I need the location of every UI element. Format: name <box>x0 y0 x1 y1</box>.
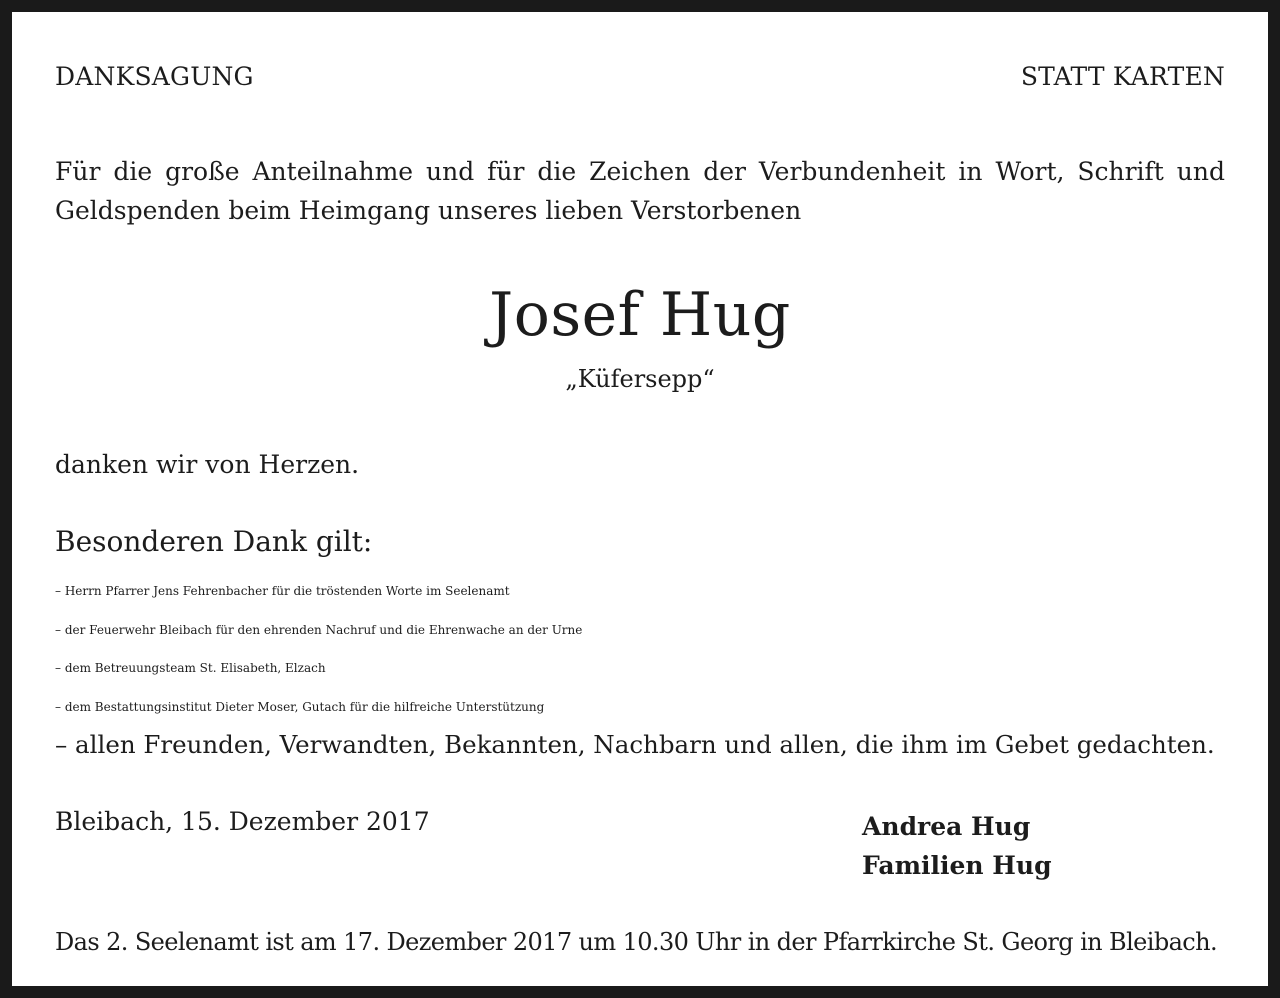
obituary-notice <box>12 12 1268 986</box>
intro-line: Geldspenden beim Heimgang unseres lieben Verstorbenen <box>55 196 802 225</box>
notice-subtitle-label: STATT KARTEN <box>1020 62 1225 91</box>
list-item: – der Feuerwehr Bleibach für den ehrenden Nachruf und die Ehrenwache an der Urne <box>55 622 583 637</box>
special-thanks-heading: Besonderen Dank gilt: <box>55 525 373 558</box>
list-item: – allen Freunden, Verwandten, Bekannten, Nachbarn und allen, die ihm im Gebet gedachten. <box>55 730 1215 759</box>
list-item: – dem Bestattungsinstitut Dieter Moser, Gutach für die hilfreiche Unterstützung <box>55 699 545 714</box>
memorial-service-note: Das 2. Seelenamt ist am 17. Dezember 2017 um 10.30 Uhr in der Pfarrkirche St. Georg in Bleibach. <box>55 928 1218 956</box>
deceased-name: Josef Hug <box>489 280 791 350</box>
special-thanks-list <box>55 572 1215 765</box>
intro-line: Für die große Anteilnahme und für die Zeichen der Verbundenheit in Wort, Schrift und <box>55 157 1225 186</box>
list-item: – Herrn Pfarrer Jens Fehrenbacher für die tröstenden Worte im Seelenamt <box>55 584 510 598</box>
place-date: Bleibach, 15. Dezember 2017 <box>55 807 430 836</box>
list-item: – dem Betreuungsteam St. Elisabeth, Elzach <box>55 661 326 675</box>
deceased-nickname: „Küfersepp“ <box>565 365 715 393</box>
signatory-name: Andrea Hug <box>862 812 1031 841</box>
thanks-line: danken wir von Herzen. <box>55 450 360 479</box>
signatory-name: Familien Hug <box>862 851 1052 880</box>
intro-paragraph <box>55 152 1225 230</box>
notice-type-label: DANKSAGUNG <box>55 62 254 91</box>
signatories <box>862 807 1052 885</box>
